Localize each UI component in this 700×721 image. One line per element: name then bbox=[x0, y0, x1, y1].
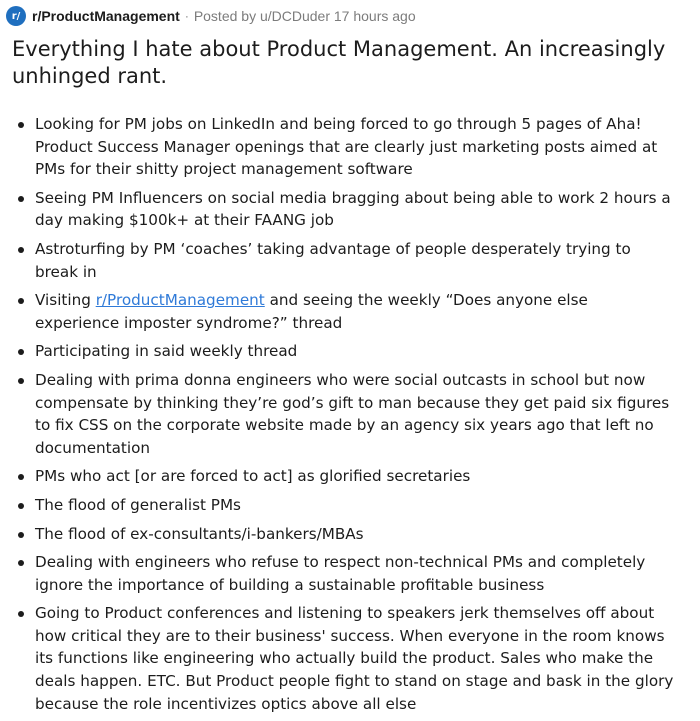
list-item bbox=[0, 187, 700, 232]
list-item bbox=[0, 465, 700, 488]
list-item-text: The flood of generalist PMs bbox=[35, 495, 241, 514]
posted-by-text: Posted by u/DCDuder 17 hours ago bbox=[193, 8, 416, 24]
list-item bbox=[0, 238, 700, 283]
list-item bbox=[0, 340, 700, 363]
list-item-text: PMs who act [or are forced to act] as glorified secretaries bbox=[35, 467, 471, 486]
post-title[interactable]: Everything I hate about Product Management. An increasingly unhinged rant. bbox=[12, 37, 666, 88]
bullet-icon bbox=[18, 611, 24, 617]
bullet-icon bbox=[18, 532, 24, 538]
subreddit-link[interactable]: r/ProductManagement bbox=[32, 8, 180, 24]
bullet-icon bbox=[18, 196, 24, 202]
subreddit-icon[interactable]: r/ bbox=[6, 6, 26, 26]
list-item bbox=[0, 113, 700, 181]
list-item bbox=[0, 289, 700, 334]
bullet-icon bbox=[18, 298, 24, 304]
bullet-icon bbox=[18, 474, 24, 480]
bullet-icon bbox=[18, 560, 24, 566]
list-item-text-after-link: and seeing the weekly “Does anyone else experience imposter syndrome?” thread bbox=[35, 291, 588, 332]
list-item-text: Astroturfing by PM ‘coaches’ taking advantage of people desperately trying to break in bbox=[35, 239, 631, 281]
list-item bbox=[0, 369, 700, 459]
list-item bbox=[0, 602, 700, 715]
list-item bbox=[0, 523, 700, 546]
list-item-text: Participating in said weekly thread bbox=[35, 342, 298, 361]
list-item bbox=[0, 551, 700, 596]
list-item-text: Seeing PM Influencers on social media bragging about being able to work 2 hours a day making $100k+ at their FAANG job bbox=[35, 188, 671, 230]
bullet-icon bbox=[18, 349, 24, 355]
meta-separator: · bbox=[184, 9, 189, 23]
bullet-icon bbox=[18, 122, 24, 128]
post-meta bbox=[6, 5, 696, 27]
bullet-icon bbox=[18, 247, 24, 253]
subreddit-inline-link[interactable]: r/ProductManagement bbox=[95, 291, 265, 310]
bullet-icon bbox=[18, 378, 24, 384]
list-item-text: The flood of ex-consultants/i-bankers/MBAs bbox=[35, 524, 364, 543]
post-body-list bbox=[0, 113, 700, 721]
list-item-text: Dealing with engineers who refuse to respect non-technical PMs and completely ignore the importance of building a sustainable profitable business bbox=[35, 553, 646, 594]
list-item bbox=[0, 494, 700, 517]
bullet-icon bbox=[18, 503, 24, 509]
list-item-text: Going to Product conferences and listening to speakers jerk themselves off about how critical they are to their business' success. When everyone in the room knows its functions like engineering who actually build the product. Sales who make the deals happen. ETC. But Product people fight to stand on stage and bask in the glory because the role incentivizes optics above all else bbox=[35, 604, 674, 713]
list-item-text: Looking for PM jobs on LinkedIn and being forced to go through 5 pages of Aha! Product Success Manager openings that are clearly just marketing posts aimed at PMs for their shitty project management software bbox=[35, 115, 658, 179]
list-item-text-before-link: Visiting bbox=[35, 291, 96, 310]
list-item-text: Dealing with prima donna engineers who were social outcasts in school but now compensate by thinking they’re god’s gift to man because they get paid six figures to fix CSS on the corporate website made by an agency six years ago that left no documentation bbox=[35, 370, 670, 457]
